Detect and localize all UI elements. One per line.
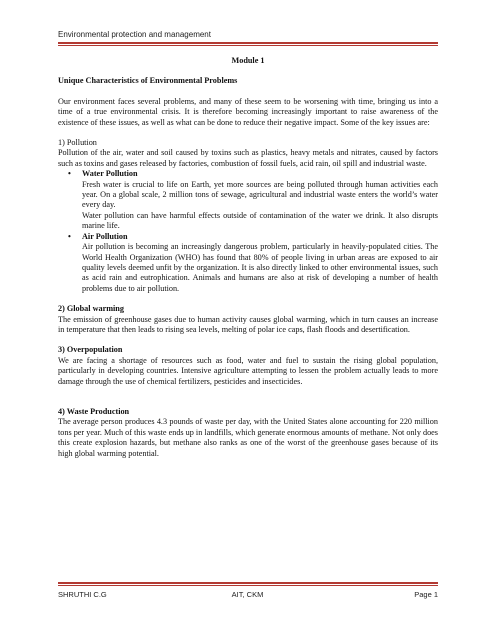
- pollution-text: Pollution of the air, water and soil caused by toxins such as plastics, heavy metals and nitrates, caused by factors such as toxins and gases released by factories, combustion of fossil fuels, acid rain, oil spill and industrial waste.: [58, 148, 438, 168]
- water-pollution-para-1: Fresh water is crucial to life on Earth, yet more sources are being polluted through human activities each year. On a global scale, 2 million tons of sewage, agricultural and industrial waste enters the world’s water every day.: [82, 179, 438, 210]
- air-pollution-para-1: Air pollution is becoming an increasingly dangerous problem, particularly in heavily-populated cities. The World Health Organization (WHO) has found that 80% of people living in urban areas are exposed to air quality levels deemed unfit by the organization. It is also directly linked to other environmental issues, such as acid rain and eutrophication. Animals and humans are also at risk of developing a number of health problems due to air pollution.: [82, 242, 438, 293]
- bullet-dot-icon: •: [68, 169, 71, 179]
- overpopulation-heading: 3) Overpopulation: [58, 345, 123, 355]
- pollution-bullet-list: [58, 169, 438, 294]
- footer-rule-thick: [58, 582, 438, 584]
- waste-production-text: The average person produces 4.3 pounds of waste per day, with the United States alone accounting for 220 million tons per year. Much of this waste ends up in landfills, which generate enormous amounts of methane. Not only does this create explosion hazards, but methane also ranks as one of the worst of the greenhouse gases because of its high global warming potential.: [58, 417, 438, 458]
- overpopulation-text: We are facing a shortage of resources such as food, water and fuel to sustain the rising global population, particularly in developing countries. Intensive agriculture attempting to lessen the problem actually leads to more damage through the use of chemical fertilizers, pesticides and insecticides.: [58, 355, 438, 386]
- footer-author: SHRUTHI C.G: [58, 590, 107, 599]
- bullet-dot-icon: •: [68, 231, 71, 241]
- footer-page-number: Page 1: [414, 590, 438, 599]
- main-heading: Unique Characteristics of Environmental Problems: [58, 76, 238, 86]
- global-warming-heading: 2) Global warming: [58, 304, 124, 314]
- footer-rule-thin: [58, 585, 438, 586]
- water-pollution-para-2: Water pollution can have harmful effects outside of contamination of the water we drink. It also disrupts marine life.: [82, 210, 438, 231]
- bullet-air-pollution: [68, 231, 438, 294]
- module-title: Module 1: [231, 56, 265, 65]
- footer-institution: AIT, CKM: [231, 590, 264, 599]
- running-header: Environmental protection and management: [58, 30, 211, 39]
- document-body: [58, 56, 438, 459]
- bullet-water-pollution: [68, 169, 438, 231]
- waste-production-heading: 4) Waste Production: [58, 406, 130, 416]
- global-warming-text: The emission of greenhouse gases due to human activity causes global warming, which in turn causes an increase in temperature that then leads to rising sea levels, melting of polar ice caps, flash floods and desertification.: [58, 314, 438, 334]
- pollution-heading: 1) Pollution: [58, 138, 97, 148]
- water-pollution-title: Water Pollution: [82, 169, 138, 179]
- header-rule-thin: [58, 45, 438, 46]
- intro-paragraph: Our environment faces several problems, and many of these seem to be worsening with time, bringing us into a time of a true environmental crisis. It is therefore becoming increasingly important to raise awareness of the existence of these issues, as well as what can be done to reduce their negative impact. Some of the key issues are:: [58, 96, 438, 127]
- header-rule-thick: [58, 42, 438, 44]
- air-pollution-title: Air Pollution: [82, 231, 128, 241]
